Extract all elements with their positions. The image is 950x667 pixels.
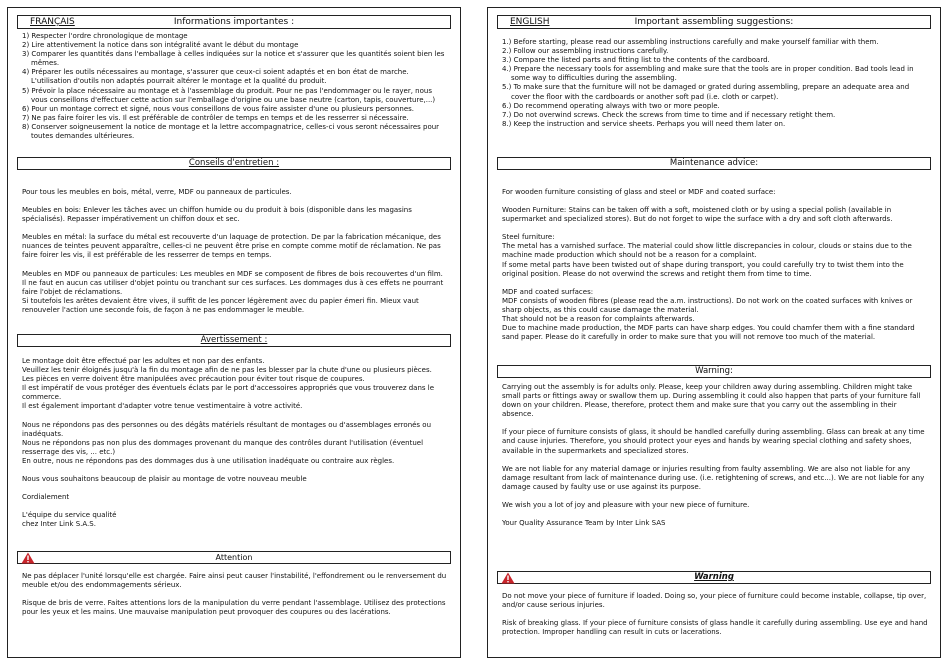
- en-header-title: Important assembling suggestions:: [634, 17, 794, 27]
- list-item: 1) Respecter l'ordre chronologique de montage: [22, 32, 188, 40]
- section-title: Conseils d'entretien :: [188, 158, 280, 168]
- fr-attention-bar: [17, 551, 451, 564]
- paragraph: Risque de bris de verre. Faites attentions lors de la manipulation du verre pendant l'assemblage. Utilisez des protections pour les yeux et les mains. Une mauvaise manipulation peut provoquer des coupures ou des lacérations.: [22, 599, 446, 617]
- list-item: 5.) To make sure that the furniture will not be damaged or grated during assembling, prepare an adequate area and cover the floor with the cardboards or another soft pad (i.e. cloth or carpet).: [502, 83, 910, 101]
- paragraph: Risk of breaking glass. If your piece of furniture consists of glass handle it carefully during assembling. Use eye and hand protection. Improper handling can result in cuts or lacerations.: [502, 619, 928, 637]
- paragraph: Carrying out the assembly is for adults only. Please, keep your children away during assembling. Children might take small parts or fittings away or swallow them up. During assembling it could also happen that parts of your furniture fall down on your children. Please, therefore, protect them and make sure that you carry out the assembling in their absence.: [502, 383, 921, 419]
- en-attention-bar: [497, 571, 931, 584]
- en-warning-header: [497, 365, 931, 378]
- en-warning-text: [502, 383, 928, 528]
- list-item: 7.) Do not overwind screws. Check the screws from time to time and if necessary retight them.: [502, 110, 836, 119]
- paragraph: Meubles en bois: Enlever les tâches avec un chiffon humide ou du produit à bois (disponible dans les magasins spécialisés). Repasser impérativement un chiffon doux et sec.: [22, 206, 412, 224]
- english-page: [487, 7, 941, 658]
- paragraph: Ne pas déplacer l'unité lorsqu'elle est chargée. Faire ainsi peut causer l'instabilité, l'effondrement ou le renversement du meuble et/ou des endommagements sérieux.: [22, 572, 447, 590]
- paragraph: Steel furniture:: [502, 233, 555, 242]
- paragraph: For wooden furniture consisting of glass and steel or MDF and coated surface:: [502, 188, 776, 196]
- paragraph: Pour tous les meubles en bois, métal, verre, MDF ou panneaux de particules.: [22, 188, 292, 196]
- en-attention-title: Warning: [694, 572, 734, 582]
- paragraph: Meubles en métal: la surface du métal est recouverte d'un laquage de protection. De par la fabrication mécanique, des nuances de teintes peuvent apparaître, celles-ci ne peuvent être prise en compte comme motif de réclamation. Ne pas faire foirer les vis, il est préférable de les resserrer de temps en temps.: [22, 233, 441, 260]
- list-item: 2.) Follow our assembling instructions carefully.: [502, 47, 669, 56]
- fr-warning-header: [17, 334, 451, 347]
- paragraph: The metal has a varnished surface. The material could show little discrepancies in colour, clouds or stains due to the machine made production which should not be a reason for a complaint.: [502, 242, 912, 260]
- paragraph: Veuillez les tenir éloignés jusqu'à la fin du montage afin de ne pas les blesser par la chute d'une ou plusieurs pièces.: [22, 366, 432, 375]
- paragraph: If some metal parts have been twisted out of shape during transport, you could carefully try to twist them into the original position. Please do not overwind the screws and retight them from time to time.: [502, 260, 904, 278]
- list-item: 2) Lire attentivement la notice dans son intégralité avant le début du montage: [22, 41, 299, 50]
- paragraph: Cordialement: [22, 493, 70, 502]
- fr-attention-text: [22, 572, 448, 617]
- fr-important-list: [22, 32, 448, 141]
- fr-attention-title: Attention: [215, 553, 253, 562]
- section-title: Maintenance advice:: [669, 158, 759, 168]
- paragraph: chez Inter Link S.A.S.: [22, 520, 96, 529]
- paragraph: If your piece of furniture consists of glass, it should be handled carefully during assembling. Glass can break at any time and cause injuries. Therefore, you should protect your eyes and hands by wearing special clothing and safety shoes, available in the supermarkets and specialized stores.: [502, 428, 925, 455]
- paragraph: Les pièces en verre doivent être manipulées avec précaution pour éviter tout risque de coupures.: [22, 375, 365, 384]
- list-item: 4.) Prepare the necessary tools for assembling and make sure that the tools are in proper condition. Bad tools lead in some way to difficulties during the assembling.: [502, 65, 914, 83]
- fr-language-label: FRANÇAIS: [30, 17, 75, 27]
- paragraph: Nous ne répondons pas non plus des dommages provenant du manque des contrôles durant l'utilisation (éventuel resserrage des vis, ... etc.): [22, 438, 424, 456]
- paragraph: Le montage doit être effectué par les adultes et non par des enfants.: [22, 357, 265, 365]
- paragraph: MDF consists of wooden fibres (please read the a.m. instructions). Do not work on the coated surfaces with knives or sharp objects, as this could cause damage the material.: [502, 296, 913, 314]
- paragraph: Nous vous souhaitons beaucoup de plaisir au montage de votre nouveau meuble: [22, 475, 307, 484]
- list-item: 6.) Do recommend operating always with two or more people.: [502, 101, 720, 110]
- fr-warning-text: [22, 357, 448, 529]
- paragraph: Wooden Furniture: Stains can be taken off with a soft, moistened cloth or by using a special polish (available in supermarket and specialized stores). But do not forget to wipe the surface with a dry and soft cloth afterwards.: [502, 206, 893, 224]
- list-item: 3) Comparer les quantités dans l'emballage à celles indiquées sur la notice et s'assurer que les quantités soient bien les mêmes.: [22, 50, 445, 68]
- paragraph: En outre, nous ne répondons pas des dommages dus à une utilisation inadéquate ou contraire aux règles.: [22, 456, 395, 465]
- paragraph: Nous ne répondons pas des personnes ou des dégâts matériels résultant de montages ou d'assemblages erronés ou inadéquats.: [22, 420, 432, 438]
- paragraph: Si toutefois les arêtes devaient être vives, il suffit de les poncer légèrement avec du papier émeri fin. Mieux vaut renouveler l'action une seconde fois, de façon à ne pas endommager le meuble.: [22, 296, 419, 314]
- en-important-list: [502, 38, 928, 129]
- list-item: 8) Conserver soigneusement la notice de montage et la lettre accompagnatrice, celles-ci vous seront nécessaires pour toutes demandes ultérieures.: [22, 122, 440, 141]
- list-item: 4) Préparer les outils nécessaires au montage, s'assurer que ceux-ci soient adaptés et en bon état de marche. L'utilisation d'outils non adaptés pourrait altérer le montage et la qualité du produit.: [22, 68, 409, 86]
- en-language-label: ENGLISH: [510, 17, 550, 27]
- paragraph: Il est impératif de vous protéger des éventuels éclats par le port d'accessoires appropriés que vous trouverez dans le commerce.: [22, 384, 435, 402]
- paragraph: Your Quality Assurance Team by Inter Link SAS: [502, 519, 666, 528]
- list-item: 1.) Before starting, please read our assembling instructions carefully and make yourself familiar with them.: [502, 38, 879, 46]
- paragraph: We are not liable for any material damage or injuries resulting from faulty assembling. We are also not liable for any damage resultant from lack of maintenance during use. (i.e. retightening of screws, and etc...). We are not liable for any damage caused by faulty use or use against its purpose.: [502, 464, 925, 491]
- fr-header: [17, 15, 451, 29]
- en-care-header: [497, 157, 931, 170]
- en-attention-text: [502, 592, 928, 637]
- fr-care-text: [22, 188, 448, 315]
- list-item: 3.) Compare the listed parts and fitting list to the contents of the cardboard.: [502, 56, 770, 65]
- list-item: 5) Prévoir la place nécessaire au montage et à l'assemblage du produit. Pour ne pas l'endommager ou le rayer, nous vous conseillons d'effectuer cette action sur l'emballage d'origine ou une base neutre (carton, tapis, couverture,...): [22, 86, 436, 104]
- paragraph: We wish you a lot of joy and pleasure with your new piece of furniture.: [502, 500, 750, 509]
- fr-care-header: [17, 157, 451, 170]
- paragraph: That should not be a reason for complaints afterwards.: [502, 315, 695, 324]
- french-page: [7, 7, 461, 658]
- paragraph: MDF and coated surfaces:: [502, 287, 594, 296]
- paragraph: Do not move your piece of furniture if loaded. Doing so, your piece of furniture could become instable, collapse, tip over, and/or cause serious injuries.: [502, 592, 927, 610]
- list-item: 7) Ne pas faire foirer les vis. Il est préférable de contrôler de temps en temps et de les resserrer si nécessaire.: [22, 113, 409, 122]
- paragraph: Meubles en MDF ou panneaux de particules: Les meubles en MDF se composent de fibres de bois recouvertes d'un film. Il ne faut en aucun cas utiliser d'objet pointu ou tranchant sur ces surfaces. Les dommages dus à ces effets ne pourrant faire l'objet de réclamations.: [22, 269, 444, 296]
- paragraph: Il est également important d'adapter votre tenue vestimentaire à votre activité.: [22, 402, 303, 411]
- list-item: 8.) Keep the instruction and service sheets. Perhaps you will need them later on.: [502, 119, 786, 128]
- en-care-text: [502, 188, 928, 342]
- list-item: 6) Pour un montage correct et signé, nous vous conseillons de vous faire assister d'une ou plusieurs personnes.: [22, 104, 415, 113]
- section-title: Warning:: [695, 366, 733, 376]
- paragraph: Due to machine made production, the MDF parts can have sharp edges. You could chamfer them with a fine standard sand paper. Please do it carefully in order to make sure that you will not remove too much of the material.: [502, 324, 915, 342]
- en-header: [497, 15, 931, 29]
- fr-header-title: Informations importantes :: [173, 17, 295, 27]
- section-title: Avertissement :: [200, 335, 268, 345]
- paragraph: L'équipe du service qualité: [22, 511, 117, 520]
